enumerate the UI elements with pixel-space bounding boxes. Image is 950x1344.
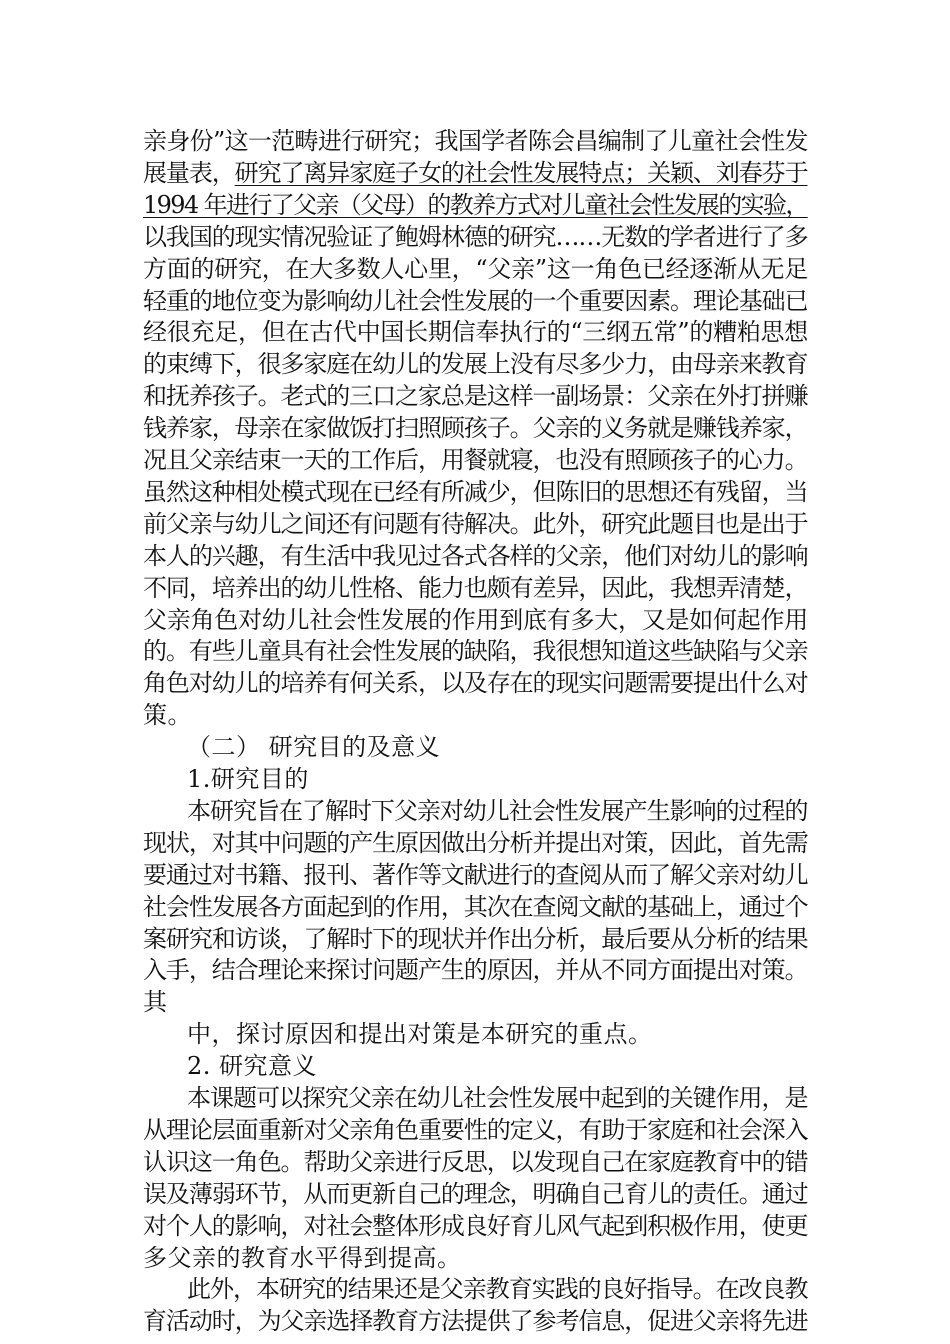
text-line: 前父亲与幼儿之间还有问题有待解决。此外，研究此题目也是出于 xyxy=(143,509,808,538)
text-line: 误及薄弱环节，从而更新自己的理念，明确自己育儿的责任。通过 xyxy=(143,1179,808,1208)
text-line: 2. 研究意义 xyxy=(187,1052,318,1081)
underlined-text-span: 研究了离异家庭子女的社会性发展特点；关颖、刘春芬于 xyxy=(234,158,808,187)
text-line: 以我国的现实情况验证了鲍姆林德的研究……无数的学者进行了多 xyxy=(143,222,808,251)
text-line: 本人的兴趣，有生活中我见过各式各样的父亲，他们对幼儿的影响 xyxy=(143,541,808,570)
text-line: 从理论层面重新对父亲角色重要性的定义，有助于家庭和社会深入 xyxy=(143,1115,808,1144)
text-line: 育活动时，为父亲选择教育方法提供了参考信息，促进父亲将先进 xyxy=(143,1307,808,1336)
text-line: 其 xyxy=(143,988,168,1017)
text-line: 的束缚下，很多家庭在幼儿的发展上没有尽多少力，由母亲来教育 xyxy=(143,350,808,379)
text-line: 和抚养孩子。老式的三口之家总是这样一副场景：父亲在外打拼赚 xyxy=(143,382,808,411)
text-line: 入手，结合理论来探讨问题产生的原因，并从不同方面提出对策。 xyxy=(143,956,808,985)
text-line: 认识这一角色。帮助父亲进行反思，以发现自己在家庭教育中的错 xyxy=(143,1147,808,1176)
text-line: 对个人的影响，对社会整体形成良好育儿风气起到积极作用，使更 xyxy=(143,1211,808,1240)
text-line: 父亲角色对幼儿社会性发展的作用到底有多大，又是如何起作用 xyxy=(143,605,808,634)
text-line: 要通过对书籍、报刊、著作等文献进行的查阅从而了解父亲对幼儿 xyxy=(143,860,808,889)
text-line: 的。有些儿童具有社会性发展的缺陷，我很想知道这些缺陷与父亲 xyxy=(143,637,808,666)
text-line: （二） 研究目的及意义 xyxy=(187,733,441,762)
text-line: 轻重的地位变为影响幼儿社会性发展的一个重要因素。理论基础已 xyxy=(143,286,808,315)
text-line: 虽然这种相处模式现在已经有所减少，但陈旧的思想还有残留，当 xyxy=(143,477,808,506)
text-line: 现状，对其中问题的产生原因做出分析并提出对策，因此，首先需 xyxy=(143,828,808,857)
text-span: 展量表， xyxy=(143,158,235,187)
text-line: 本研究旨在了解时下父亲对幼儿社会性发展产生影响的过程的 xyxy=(187,796,808,825)
text-line: 经很充足，但在古代中国长期信奉执行的“三纲五常”的糟粕思想 xyxy=(143,318,809,347)
text-line: 多父亲的教育水平得到提高。 xyxy=(143,1243,462,1272)
text-line: 方面的研究，在大多数人心里，“父亲”这一角色已经逐渐从无足 xyxy=(143,254,809,283)
text-line: 钱养家，母亲在家做饭打扫照顾孩子。父亲的义务就是赚钱养家， xyxy=(143,414,808,443)
text-line: 社会性发展各方面起到的作用，其次在查阅文献的基础上，通过个 xyxy=(143,892,808,921)
text-line: 案研究和访谈，了解时下的现状并作出分析，最后要从分析的结果 xyxy=(143,924,808,953)
text-line: 况且父亲结束一天的工作后，用餐就寝，也没有照顾孩子的心力。 xyxy=(143,446,808,474)
text-line: 本课题可以探究父亲在幼儿社会性发展中起到的关键作用，是 xyxy=(187,1084,808,1112)
text-line: 中，探讨原因和提出对策是本研究的重点。 xyxy=(187,1020,653,1049)
text-line: 1994 年进行了父亲（父母）的教养方式对儿童社会性发展的实验， xyxy=(143,190,808,219)
text-line: 亲身份”这一范畴进行研究；我国学者陈会昌编制了儿童社会性发 xyxy=(143,127,808,155)
text-line: 此外，本研究的结果还是父亲教育实践的良好指导。在改良教 xyxy=(187,1275,808,1304)
text-line: 1.研究目的 xyxy=(187,765,309,793)
text-line xyxy=(143,157,808,189)
text-line: 不同，培养出的幼儿性格、能力也颇有差异，因此，我想弄清楚， xyxy=(143,573,808,602)
text-line: 角色对幼儿的培养有何关系，以及存在的现实问题需要提出什么对 xyxy=(143,669,808,698)
text-line: 策。 xyxy=(143,701,192,730)
